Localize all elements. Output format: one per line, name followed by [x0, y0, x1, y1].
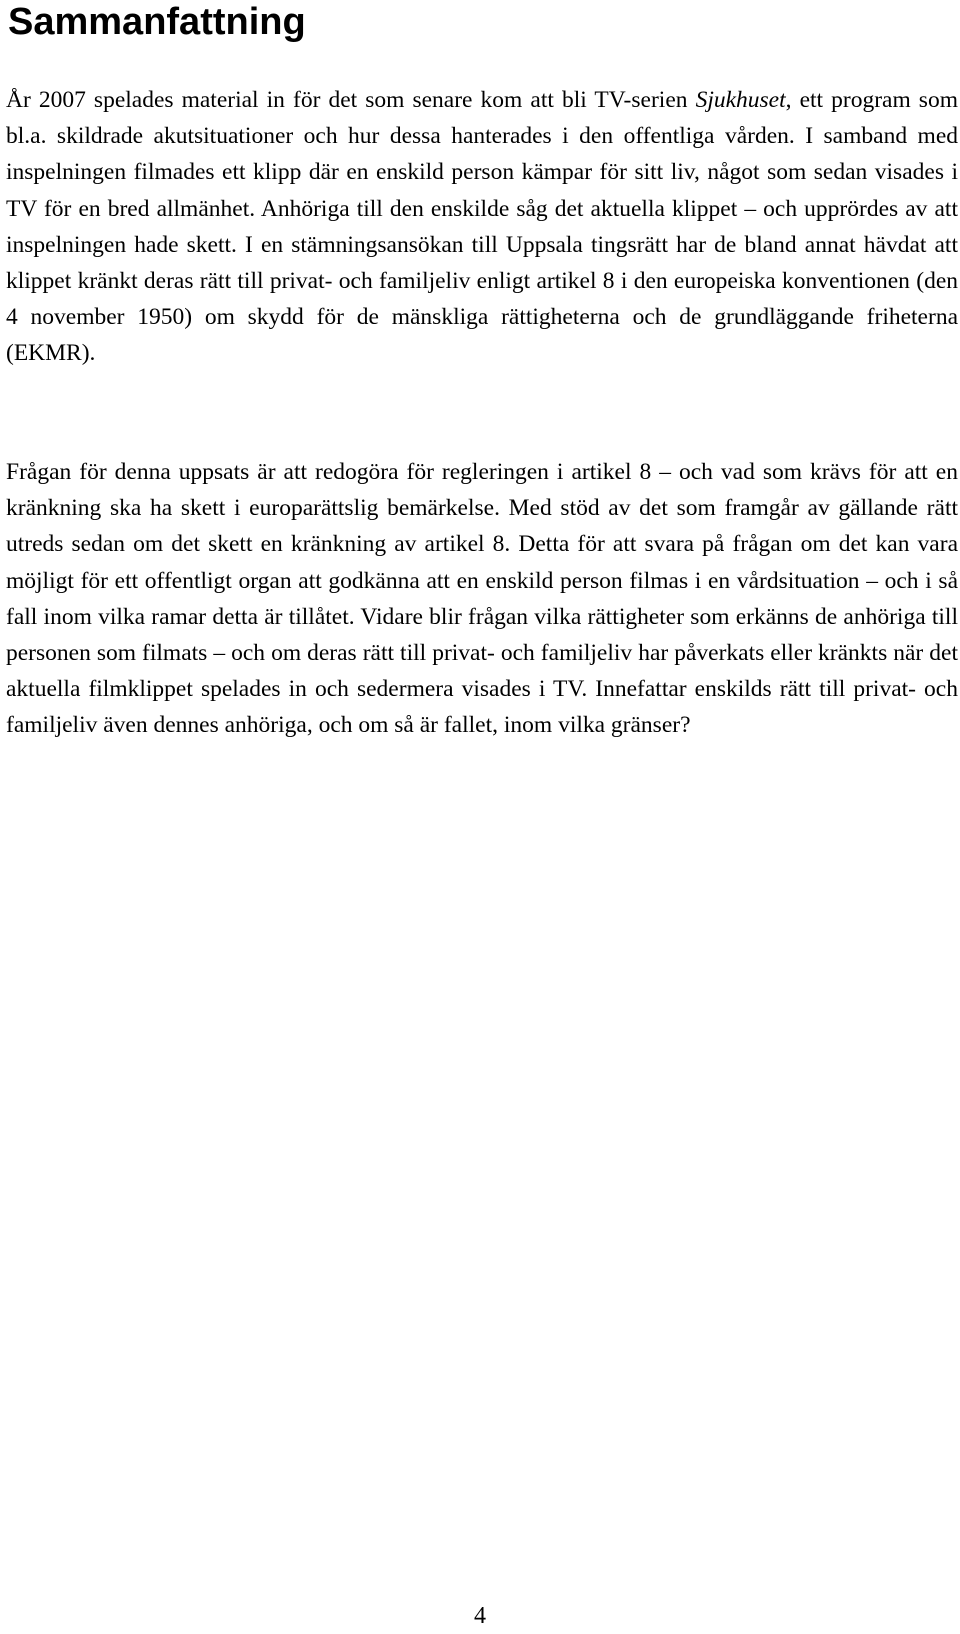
paragraph-1-text-start: År 2007 spelades material in för det som senare kom att bli TV-serien	[6, 87, 696, 113]
paragraph-1-text-end: , ett program som bl.a. skildrade akutsituationer och hur dessa hanterades i den offentliga vården. I samband med inspelningen filmades ett klipp där en enskild person kämpar för sitt liv, något som sedan visades i TV för en bred allmänhet. Anhöriga till den enskilde såg det aktuella klippet – och upprördes av att inspelningen hade skett. I en stämningsansökan till Uppsala tingsrätt har de bland annat hävdat att klippet kränkt deras rätt till privat- och familjeliv enligt artikel 8 i den europeiska konventionen (den 4 november 1950) om skydd för de mänskliga rättigheterna och de grundläggande friheterna (EKMR).	[6, 87, 958, 367]
tv-series-title: Sjukhuset	[695, 87, 786, 113]
summary-paragraph-1	[6, 82, 958, 372]
page-number: 4	[474, 1603, 486, 1629]
page-title: Sammanfattning	[8, 1, 306, 43]
summary-paragraph-2: Frågan för denna uppsats är att redogöra för regleringen i artikel 8 – och vad som krävs för att en kränkning ska ha skett i europarättslig bemärkelse. Med stöd av det som framgår av gällande rätt utreds sedan om det skett en kränkning av artikel 8. Detta för att svara på frågan om det kan vara möjligt för ett offentligt organ att godkänna att en enskild person filmas i en vårdsituation – och i så fall inom vilka ramar detta är tillåtet. Vidare blir frågan vilka rättigheter som erkänns de anhöriga till personen som filmats – och om deras rätt till privat- och familjeliv har påverkats eller kränkts när det aktuella filmklippet spelades in och sedermera visades i TV. Innefattar enskilds rätt till privat- och familjeliv även dennes anhöriga, och om så är fallet, inom vilka gränser?	[6, 459, 958, 739]
